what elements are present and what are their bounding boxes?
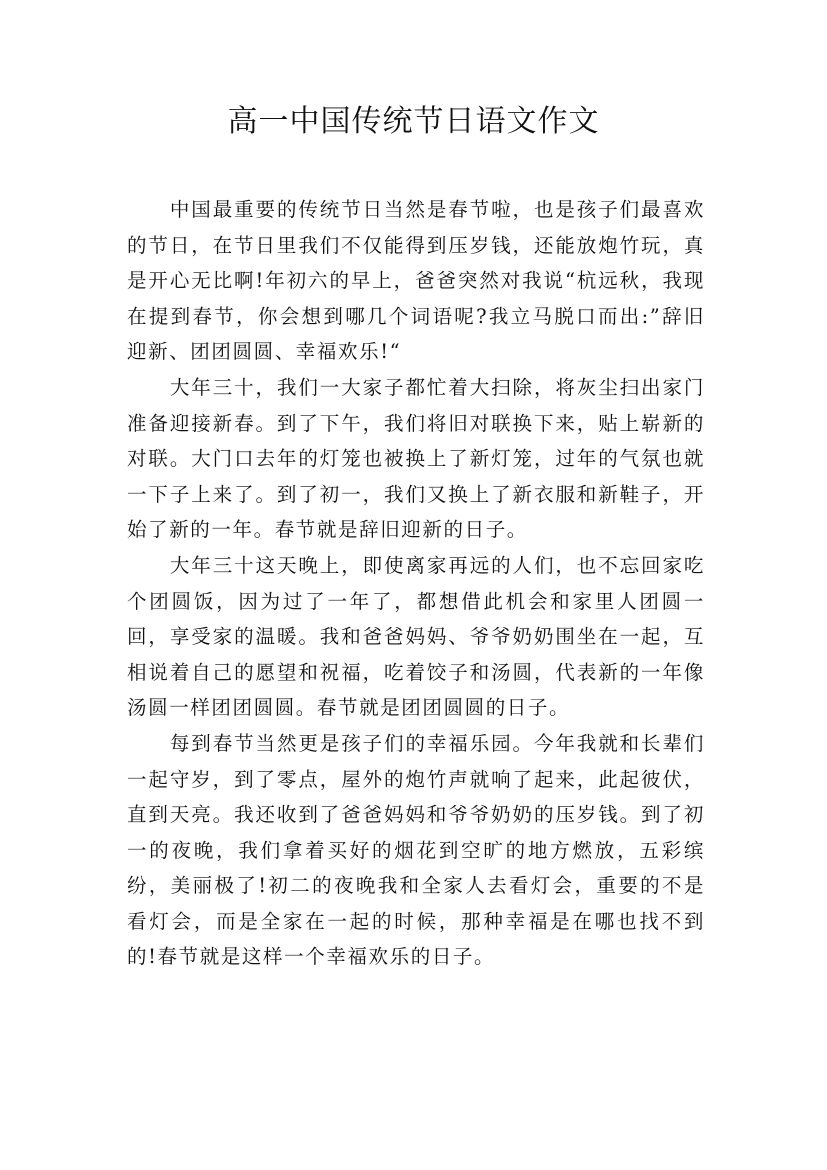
paragraph: 大年三十，我们一大家子都忙着大扫除，将灰尘扫出家门准备迎接新春。到了下午，我们将旧对联换下来，贴上崭新的对联。大门口去年的灯笼也被换上了新灯笼，过年的气氛也就一下子上来了。到了初一，我们又换上了新衣服和新鞋子，开始了新的一年。春节就是辞旧迎新的日子。 bbox=[127, 375, 705, 542]
paragraph: 中国最重要的传统节日当然是春节啦，也是孩子们最喜欢的节日，在节日里我们不仅能得到压岁钱，还能放炮竹玩，真是开心无比啊!年初六的早上，爸爸突然对我说“杭远秋，我现在提到春节，你会想到哪几个词语呢?我立马脱口而出:”辞旧迎新、团团圆圆、幸福欢乐!“ bbox=[127, 198, 705, 364]
document-body bbox=[127, 192, 705, 975]
paragraph: 大年三十这天晚上，即使离家再远的人们，也不忘回家吃个团圆饭，因为过了一年了，都想借此机会和家里人团圆一回，享受家的温暖。我和爸爸妈妈、爷爷奶奶围坐在一起，互相说着自己的愿望和祝福，吃着饺子和汤圆，代表新的一年像汤圆一样团团圆圆。春节就是团团圆圆的日子。 bbox=[127, 553, 705, 720]
document-title: 高一中国传统节日语文作文 bbox=[227, 104, 600, 139]
paragraph: 每到春节当然更是孩子们的幸福乐园。今年我就和长辈们一起守岁，到了零点，屋外的炮竹声就响了起来，此起彼伏，直到天亮。我还收到了爸爸妈妈和爷爷奶奶的压岁钱。到了初一的夜晚，我们拿着买好的烟花到空旷的地方燃放，五彩缤纷，美丽极了!初二的夜晚我和全家人去看灯会，重要的不是看灯会，而是全家在一起的时候，那种幸福是在哪也找不到的!春节就是这样一个幸福欢乐的日子。 bbox=[127, 731, 705, 969]
